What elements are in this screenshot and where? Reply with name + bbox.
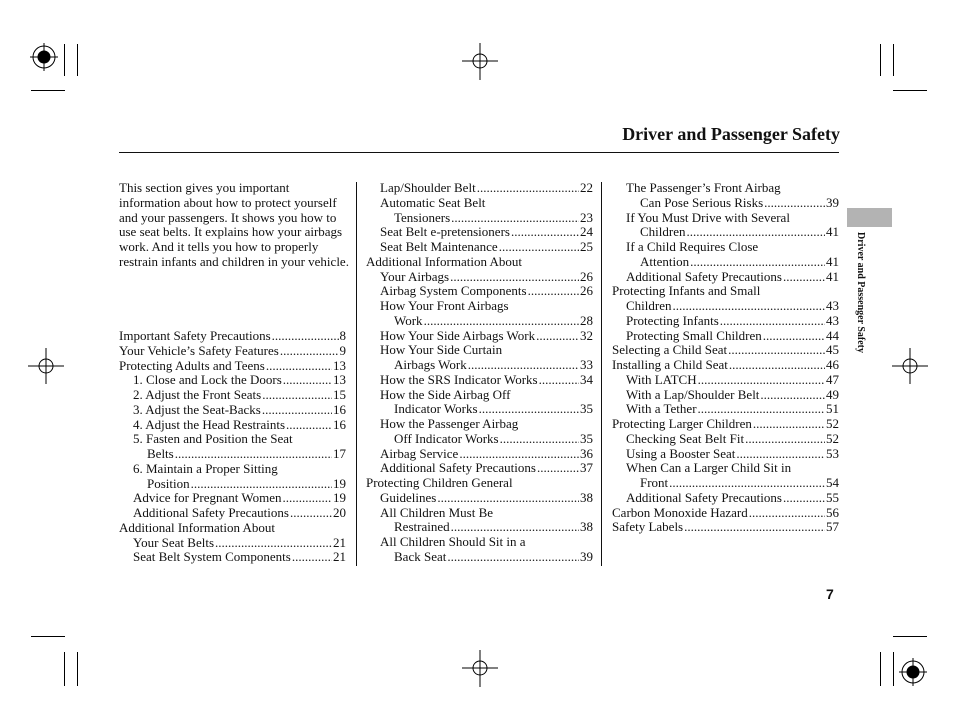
toc-entry[interactable] (612, 461, 839, 491)
toc-page-number: 49 (826, 386, 839, 402)
toc-entry-title: Airbags Work (394, 357, 467, 372)
toc-page-number: 56 (826, 504, 839, 520)
toc-leader-dots (536, 329, 579, 344)
toc-page-number: 43 (826, 312, 839, 328)
toc-entry-title: Children (626, 298, 672, 313)
toc-leader-dots (673, 299, 826, 314)
toc-leader-dots (669, 476, 825, 491)
toc-leader-dots (690, 255, 825, 270)
toc-entry-title: Your Seat Belts (133, 534, 215, 550)
toc-leader-dots (720, 314, 825, 329)
toc-entry-title: If a Child Requires Close (626, 239, 759, 254)
toc-leader-dots (687, 225, 826, 240)
toc-leader-dots (424, 314, 579, 329)
toc-entry-title: How Your Side Airbags Work (380, 327, 536, 343)
toc-leader-dots (763, 329, 825, 344)
toc-leader-dots (539, 373, 579, 388)
toc-page-number: 38 (580, 489, 593, 505)
toc-entry[interactable] (366, 240, 593, 255)
toc-leader-dots (215, 536, 332, 551)
toc-page-number: 41 (826, 224, 839, 240)
toc-entry[interactable] (366, 506, 593, 536)
toc-page-number: 39 (580, 548, 593, 564)
toc-page-number: 21 (333, 549, 346, 565)
toc-page-number: 22 (580, 180, 593, 195)
toc-entry-title: How Your Front Airbags (380, 298, 509, 313)
toc-entry[interactable] (612, 402, 839, 417)
column-divider (601, 182, 602, 566)
toc-leader-dots (175, 447, 332, 462)
toc-entry[interactable] (612, 417, 839, 432)
toc-entry-title: How Your Side Curtain (380, 342, 503, 358)
toc-entry-title: Off Indicator Works (394, 430, 499, 446)
toc-entry-title: Protecting Infants and Small (612, 283, 761, 299)
section-tab (847, 208, 892, 227)
toc-leader-dots (266, 359, 332, 374)
toc-entry[interactable] (612, 314, 839, 329)
toc-entry[interactable] (366, 388, 593, 418)
toc-entry[interactable] (366, 476, 593, 506)
toc-entry[interactable] (612, 211, 839, 241)
toc-entry[interactable] (612, 432, 839, 447)
toc-page-number: 28 (580, 312, 593, 328)
toc-entry[interactable] (366, 225, 593, 240)
toc-page-number: 46 (826, 357, 839, 372)
toc-entry-title: Airbag System Components (380, 283, 527, 299)
toc-page-number: 55 (826, 489, 839, 505)
toc-entry-title: Children (640, 224, 686, 240)
toc-entry[interactable] (612, 388, 839, 403)
page-number: 7 (826, 586, 834, 602)
toc-entry[interactable] (119, 550, 346, 565)
toc-entry-title: Indicator Works (394, 401, 478, 417)
toc-entry-title: Selecting a Child Seat (612, 342, 728, 358)
toc-page-number: 39 (826, 194, 839, 210)
toc-entry[interactable] (119, 432, 346, 462)
toc-entry-title: Belts (147, 446, 174, 461)
toc-entry-title: Using a Booster Seat (626, 445, 736, 461)
toc-entry-title: Automatic Seat Belt (380, 194, 486, 210)
toc-entry[interactable] (119, 506, 346, 521)
toc-entry-title: Front (640, 475, 669, 490)
toc-entry-title: Additional Safety Precautions (133, 505, 289, 520)
toc-entry[interactable] (366, 329, 593, 344)
toc-entry-title: How the Passenger Airbag (380, 416, 519, 431)
toc-page-number: 33 (580, 357, 593, 372)
toc-entry-title: Airbag Service (380, 445, 459, 461)
toc-entry-title: 5. Fasten and Position the Seat (133, 431, 293, 447)
toc-entry[interactable] (612, 506, 839, 521)
toc-entry[interactable] (612, 329, 839, 344)
toc-leader-dots (468, 358, 579, 373)
toc-page-number: 35 (580, 401, 593, 417)
toc-entry-title: Carbon Monoxide Hazard (612, 504, 748, 520)
toc-leader-dots (511, 225, 579, 240)
toc-page-number: 37 (580, 460, 593, 476)
toc-entry-title: 4. Adjust the Head Restraints (133, 416, 286, 432)
toc-leader-dots (698, 402, 825, 417)
toc-entry-title: Installing a Child Seat (612, 357, 728, 372)
toc-leader-dots (783, 491, 825, 506)
toc-entry-title: Important Safety Precautions (119, 328, 271, 343)
toc-page-number: 26 (580, 283, 593, 299)
toc-page-number: 53 (826, 445, 839, 461)
toc-page-number: 19 (333, 490, 346, 506)
toc-entry-title: Seat Belt Maintenance (380, 239, 498, 254)
toc-page-number: 52 (826, 430, 839, 446)
toc-page-number: 54 (826, 475, 839, 490)
toc-entry-title: Advice for Pregnant Women (133, 490, 282, 506)
toc-entry-title: Restrained (394, 519, 450, 535)
toc-leader-dots (437, 491, 579, 506)
toc-page-number: 41 (826, 268, 839, 284)
toc-entry[interactable] (366, 417, 593, 447)
toc-leader-dots (753, 417, 825, 432)
toc-entry[interactable] (612, 373, 839, 388)
toc-page-number: 9 (339, 342, 346, 358)
toc-entry[interactable] (119, 388, 346, 403)
toc-entry[interactable] (612, 284, 839, 314)
toc-entry[interactable] (119, 491, 346, 506)
side-tab-label: Driver and Passenger Safety (855, 232, 866, 354)
toc-entry-title: How the SRS Indicator Works (380, 371, 538, 387)
toc-leader-dots (749, 506, 825, 521)
toc-entry[interactable] (119, 359, 346, 374)
toc-page-number: 8 (339, 328, 346, 343)
toc-leader-dots (272, 329, 339, 344)
toc-entry[interactable] (119, 462, 346, 492)
toc-leader-dots (783, 270, 825, 285)
toc-entry[interactable] (612, 447, 839, 462)
title-rule (119, 152, 839, 153)
toc-entry-title: Seat Belt System Components (133, 549, 291, 565)
toc-entry-title: Seat Belt e-pretensioners (380, 224, 510, 240)
toc-leader-dots (447, 550, 579, 565)
toc-page-number: 52 (826, 416, 839, 431)
toc-column-2 (366, 181, 593, 565)
toc-entry-title: Additional Information About (366, 253, 522, 269)
toc-leader-dots (698, 373, 825, 388)
toc-leader-dots (292, 550, 332, 565)
toc-page-number: 24 (580, 224, 593, 240)
toc-entry-title: Safety Labels (612, 519, 684, 535)
registration-target-icon (899, 658, 927, 686)
toc-entry-title: 1. Close and Lock the Doors (133, 372, 282, 388)
toc-entry-title: Back Seat (394, 548, 447, 564)
toc-entry-title: Checking Seat Belt Fit (626, 430, 745, 446)
toc-entry-title: Attention (640, 253, 690, 269)
toc-entry[interactable] (366, 343, 593, 373)
toc-entry-title: Additional Safety Precautions (626, 268, 782, 284)
toc-entry[interactable] (612, 491, 839, 506)
toc-entry-title: Additional Safety Precautions (626, 489, 782, 505)
toc-entry[interactable] (119, 344, 346, 359)
toc-entry[interactable] (119, 403, 346, 418)
toc-entry-title: 6. Maintain a Proper Sitting (133, 460, 278, 476)
toc-page-number: 35 (580, 430, 593, 446)
toc-entry[interactable] (366, 447, 593, 462)
toc-page-number: 21 (333, 534, 346, 550)
toc-page-number: 41 (826, 253, 839, 269)
toc-entry-title: Protecting Adults and Teens (119, 357, 265, 373)
toc-leader-dots (191, 477, 332, 492)
toc-entry-title: If You Must Drive with Several (626, 209, 790, 225)
toc-leader-dots (745, 432, 825, 447)
toc-page-number: 23 (580, 209, 593, 225)
toc-page-number: 16 (333, 416, 346, 432)
toc-page-number: 57 (826, 519, 839, 535)
toc-leader-dots (262, 403, 332, 418)
toc-page-number: 38 (580, 519, 593, 535)
toc-page-number: 25 (580, 239, 593, 254)
toc-page-number: 15 (333, 387, 346, 402)
toc-leader-dots (499, 240, 579, 255)
toc-leader-dots (528, 284, 579, 299)
toc-entry[interactable] (366, 255, 593, 285)
toc-entry-title: Protecting Larger Children (612, 416, 752, 431)
toc-entry[interactable] (612, 343, 839, 358)
toc-entry-title: The Passenger’s Front Airbag (626, 180, 781, 195)
toc-entry-title: Your Vehicle’s Safety Features (119, 342, 279, 358)
intro-paragraph: This section gives you important information about how to protect yourself and your passengers. It shows you how to use seat belts. It explains how your airbags work. And it tells you how to properly restrain infants and children in your vehicle. (119, 180, 349, 269)
toc-entry[interactable] (612, 520, 839, 535)
toc-page-number: 43 (826, 298, 839, 313)
toc-leader-dots (283, 373, 332, 388)
toc-entry-title: With LATCH (626, 371, 697, 387)
toc-page-number: 47 (826, 371, 839, 387)
toc-leader-dots (290, 506, 332, 521)
toc-column-1 (119, 329, 346, 565)
toc-entry[interactable] (612, 240, 839, 270)
toc-page-number: 44 (826, 327, 839, 343)
toc-entry-title: When Can a Larger Child Sit in (626, 460, 792, 476)
toc-leader-dots (729, 358, 825, 373)
toc-entry[interactable] (612, 270, 839, 285)
toc-leader-dots (459, 447, 579, 462)
toc-entry-title: 2. Adjust the Front Seats (133, 387, 262, 402)
toc-page-number: 20 (333, 505, 346, 520)
crosshair-icon (462, 650, 498, 687)
toc-entry-title: Can Pose Serious Risks (640, 194, 764, 210)
crosshair-icon (28, 348, 64, 384)
toc-entry[interactable] (119, 418, 346, 433)
toc-leader-dots (283, 491, 332, 506)
toc-leader-dots (477, 181, 579, 196)
toc-entry-title: Your Airbags (380, 268, 450, 284)
toc-leader-dots (500, 432, 579, 447)
toc-column-3 (612, 181, 839, 535)
toc-entry-title: Protecting Small Children (626, 327, 762, 343)
toc-entry-title: All Children Should Sit in a (380, 534, 526, 549)
toc-leader-dots (286, 418, 332, 433)
toc-leader-dots (684, 520, 825, 535)
toc-entry-title: With a Lap/Shoulder Belt (626, 386, 760, 402)
toc-entry-title: Lap/Shoulder Belt (380, 180, 476, 195)
toc-page-number: 19 (333, 475, 346, 491)
toc-entry[interactable] (612, 181, 839, 211)
toc-entry[interactable] (612, 358, 839, 373)
column-divider (356, 182, 357, 566)
toc-entry-title: Protecting Children General (366, 475, 513, 490)
toc-entry[interactable] (119, 521, 346, 551)
toc-entry-title: Additional Information About (119, 519, 275, 535)
toc-entry[interactable] (366, 535, 593, 565)
toc-page-number: 13 (333, 357, 346, 373)
toc-page-number: 34 (580, 371, 593, 387)
toc-page-number: 51 (826, 401, 839, 417)
toc-page-number: 17 (333, 446, 346, 461)
toc-entry[interactable] (119, 373, 346, 388)
toc-leader-dots (728, 343, 825, 358)
toc-page-number: 32 (580, 327, 593, 343)
crosshair-icon (462, 43, 498, 80)
toc-leader-dots (764, 196, 825, 211)
toc-entry[interactable] (366, 299, 593, 329)
toc-entry[interactable] (366, 181, 593, 196)
toc-page-number: 45 (826, 342, 839, 358)
toc-entry-title: Work (394, 312, 423, 328)
toc-entry[interactable] (366, 373, 593, 388)
crosshair-icon (892, 348, 928, 384)
toc-leader-dots (280, 344, 339, 359)
toc-leader-dots (537, 461, 579, 476)
toc-leader-dots (450, 270, 579, 285)
toc-entry-title: How the Side Airbag Off (380, 386, 511, 402)
toc-leader-dots (479, 402, 579, 417)
toc-entry-title: Position (147, 475, 190, 491)
toc-leader-dots (451, 520, 579, 535)
toc-entry[interactable] (366, 461, 593, 476)
toc-entry[interactable] (366, 284, 593, 299)
toc-page-number: 36 (580, 445, 593, 461)
page-title: Driver and Passenger Safety (622, 124, 840, 144)
toc-entry[interactable] (119, 329, 346, 344)
toc-leader-dots (451, 211, 579, 226)
toc-page-number: 13 (333, 372, 346, 388)
toc-entry-title: Protecting Infants (626, 312, 719, 328)
toc-page-number: 16 (333, 401, 346, 417)
toc-entry-title: Guidelines (380, 489, 437, 505)
toc-entry-title: Additional Safety Precautions (380, 460, 536, 476)
toc-entry-title: 3. Adjust the Seat-Backs (133, 401, 261, 417)
toc-page-number: 26 (580, 268, 593, 284)
registration-target-icon (30, 43, 58, 71)
toc-entry-title: With a Tether (626, 401, 697, 417)
toc-entry-title: All Children Must Be (380, 504, 494, 520)
toc-entry-title: Tensioners (394, 209, 451, 225)
toc-leader-dots (736, 447, 825, 462)
toc-leader-dots (262, 388, 332, 403)
toc-leader-dots (760, 388, 825, 403)
toc-entry[interactable] (366, 196, 593, 226)
